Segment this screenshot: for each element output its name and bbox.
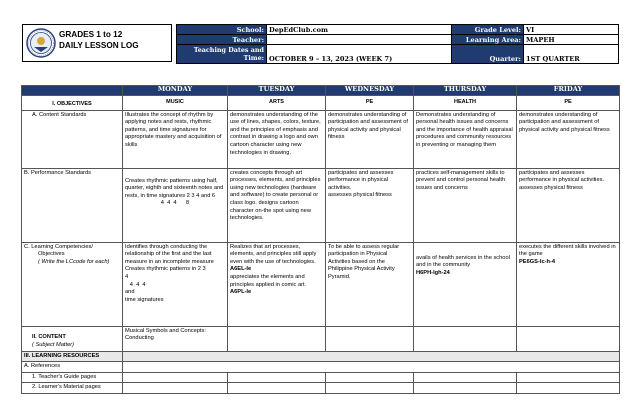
ps-monday-line1: Creates rhythmic patterns using half, quarter, eighth and sixteenth notes and rests, in time signatures 2 3 4 and 6 bbox=[125, 177, 224, 199]
lm-wednesday bbox=[326, 383, 414, 394]
grade-label: Grade Level: bbox=[452, 25, 524, 35]
learners-material-row bbox=[22, 383, 620, 394]
header-title-box bbox=[22, 24, 172, 62]
ps-monday bbox=[123, 168, 228, 242]
comp-friday-code: PE6GS-Ic-h-4 bbox=[519, 258, 556, 265]
day-thursday: THURSDAY bbox=[414, 86, 517, 96]
content-friday bbox=[517, 326, 620, 351]
tg-friday bbox=[517, 372, 620, 383]
cs-wednesday: demonstrates understanding of participation and assessment of physical activity and physical fitness bbox=[326, 110, 414, 168]
content-monday: Musical Symbols and Concepts: Conducting bbox=[123, 326, 228, 351]
cs-friday: demonstrates understanding of participation and assessment of physical activity and physical fitness bbox=[517, 110, 620, 168]
competencies-label bbox=[22, 242, 123, 326]
cs-monday: Illustrates the concept of rhythm by applying notes and rests, rhythmic patterns, and time signatures for appropriate mastery and acquisition of skills bbox=[123, 110, 228, 168]
content-wednesday bbox=[326, 326, 414, 351]
resources-label: III. LEARNING RESOURCES bbox=[22, 351, 123, 362]
days-corner bbox=[22, 86, 123, 96]
dates-label-line2: Time: bbox=[243, 54, 264, 62]
quarter-value: 1ST QUARTER bbox=[524, 45, 619, 64]
grade-value: VI bbox=[524, 25, 619, 35]
comp-monday-5: and bbox=[125, 289, 135, 296]
school-label: School: bbox=[177, 25, 267, 35]
comp-tuesday-1: Realizes that art processes, elements, and principles still apply even with the use of technologies. bbox=[230, 243, 317, 265]
comp-wednesday: To be able to assess regular participation in Physical Activities based on the Philippine Physical Activity Pyramid. bbox=[326, 242, 414, 326]
references-row bbox=[22, 362, 620, 373]
lm-tuesday bbox=[228, 383, 326, 394]
comp-tuesday bbox=[228, 242, 326, 326]
tg-wednesday bbox=[326, 372, 414, 383]
area-value: MAPEH bbox=[524, 35, 619, 45]
tg-tuesday bbox=[228, 372, 326, 383]
lesson-log-title bbox=[59, 29, 139, 51]
teachers-guide-row bbox=[22, 372, 620, 383]
lm-thursday bbox=[414, 383, 517, 394]
title-line-2: DAILY LESSON LOG bbox=[59, 41, 139, 50]
comp-monday-3: 4 bbox=[125, 273, 129, 280]
learners-material-label: 2. Learner's Material pages bbox=[22, 383, 123, 394]
days-row bbox=[22, 86, 620, 96]
resources-blank bbox=[123, 351, 620, 362]
dates-value: OCTOBER 9 – 13, 2023 (WEEK 7) bbox=[267, 45, 452, 64]
comp-friday-1: executes the different skills involved in the game bbox=[519, 243, 616, 258]
comp-thursday-code: H6PH-Igh-24 bbox=[416, 269, 450, 276]
objectives-label: I. OBJECTIVES bbox=[22, 96, 123, 111]
lesson-table bbox=[21, 85, 620, 394]
subject-wednesday: PE bbox=[326, 96, 414, 111]
deped-seal-icon bbox=[26, 28, 56, 58]
content-thursday bbox=[414, 326, 517, 351]
day-friday: FRIDAY bbox=[517, 86, 620, 96]
resources-row bbox=[22, 351, 620, 362]
comp-friday bbox=[517, 242, 620, 326]
references-blank bbox=[123, 362, 620, 373]
ps-friday: participates and assesses performance in physical activities. assesses physical fitness bbox=[517, 168, 620, 242]
content-standards-label: A. Content Standards bbox=[22, 110, 123, 168]
comp-thursday bbox=[414, 242, 517, 326]
references-label: A. References bbox=[22, 362, 123, 373]
competencies-label-1: C. Learning Competencies/ bbox=[24, 243, 93, 250]
comp-tuesday-code2: A6PL-Ie bbox=[230, 289, 252, 296]
teacher-label: Teacher: bbox=[177, 35, 267, 45]
content-standards-row bbox=[22, 110, 620, 168]
tg-thursday bbox=[414, 372, 517, 383]
teachers-guide-label: 1. Teacher's Guide pages bbox=[22, 372, 123, 383]
subject-monday: MUSIC bbox=[123, 96, 228, 111]
performance-standards-label: B. Performance Standards bbox=[22, 168, 123, 242]
comp-tuesday-code1: A6EL-Ie bbox=[230, 266, 252, 273]
comp-monday-2: Creates rhythmic patterns in 2 3 bbox=[125, 266, 206, 273]
competencies-label-2: Objectives bbox=[38, 251, 65, 258]
tg-monday bbox=[123, 372, 228, 383]
content-tuesday bbox=[228, 326, 326, 351]
competencies-row bbox=[22, 242, 620, 326]
comp-monday-1: Identifies through conducting the relationship of the first and the last measure in an incomplete measure bbox=[125, 243, 214, 265]
competencies-label-3: ( Write the LCcode for each) bbox=[38, 258, 110, 265]
ps-thursday: practices self-management skills to prevent and control personal health issues and concerns bbox=[414, 168, 517, 242]
quarter-label: Quarter: bbox=[452, 45, 524, 64]
lm-friday bbox=[517, 383, 620, 394]
day-tuesday: TUESDAY bbox=[228, 86, 326, 96]
info-table bbox=[176, 24, 619, 64]
comp-monday bbox=[123, 242, 228, 326]
subject-friday: PE bbox=[517, 96, 620, 111]
comp-monday-6: time signatures bbox=[125, 296, 164, 303]
subject-thursday: HEALTH bbox=[414, 96, 517, 111]
area-label: Learning Area: bbox=[452, 35, 524, 45]
lm-monday bbox=[123, 383, 228, 394]
comp-tuesday-2: appreciates the elements and principles applied in comic art. bbox=[230, 273, 307, 288]
ps-monday-line2: 4 4 4 8 bbox=[160, 200, 190, 207]
ps-wednesday: participates and assesses performance in physical activities. assesses physical fitness bbox=[326, 168, 414, 242]
dates-label bbox=[177, 45, 267, 64]
content-label-main: II. CONTENT bbox=[32, 334, 66, 341]
comp-monday-4: 4 4 4 bbox=[125, 281, 146, 288]
content-label-sub: ( Subject Matter) bbox=[32, 342, 75, 348]
dates-label-line1: Teaching Dates and bbox=[193, 46, 264, 54]
day-monday: MONDAY bbox=[123, 86, 228, 96]
school-value: DepEdClub.com bbox=[267, 25, 452, 35]
comp-thursday-1: avails of health services in the school and in the community bbox=[416, 254, 510, 269]
day-wednesday: WEDNESDAY bbox=[326, 86, 414, 96]
title-line-1: GRADES 1 to 12 bbox=[59, 30, 123, 39]
performance-standards-row bbox=[22, 168, 620, 242]
subject-tuesday: ARTS bbox=[228, 96, 326, 111]
content-row bbox=[22, 326, 620, 351]
ps-tuesday: creates concepts through art processes, elements, and principles using new technologies (hardware and software) to create personal or class logo. designs cartoon character on-the spot using new technologies. bbox=[228, 168, 326, 242]
teacher-value bbox=[267, 35, 452, 45]
subjects-row bbox=[22, 96, 620, 111]
cs-tuesday: demonstrates understanding of the use of lines, shapes, colors, texture, and the principles of emphasis and contrast in drawing a logo and own cartoon character using new technologies in drawing. bbox=[228, 110, 326, 168]
content-label bbox=[22, 326, 123, 351]
cs-thursday: Demonstrates understanding of personal health issues and concerns and the importance of health appraisal procedures and community resources in preventing or managing them bbox=[414, 110, 517, 168]
